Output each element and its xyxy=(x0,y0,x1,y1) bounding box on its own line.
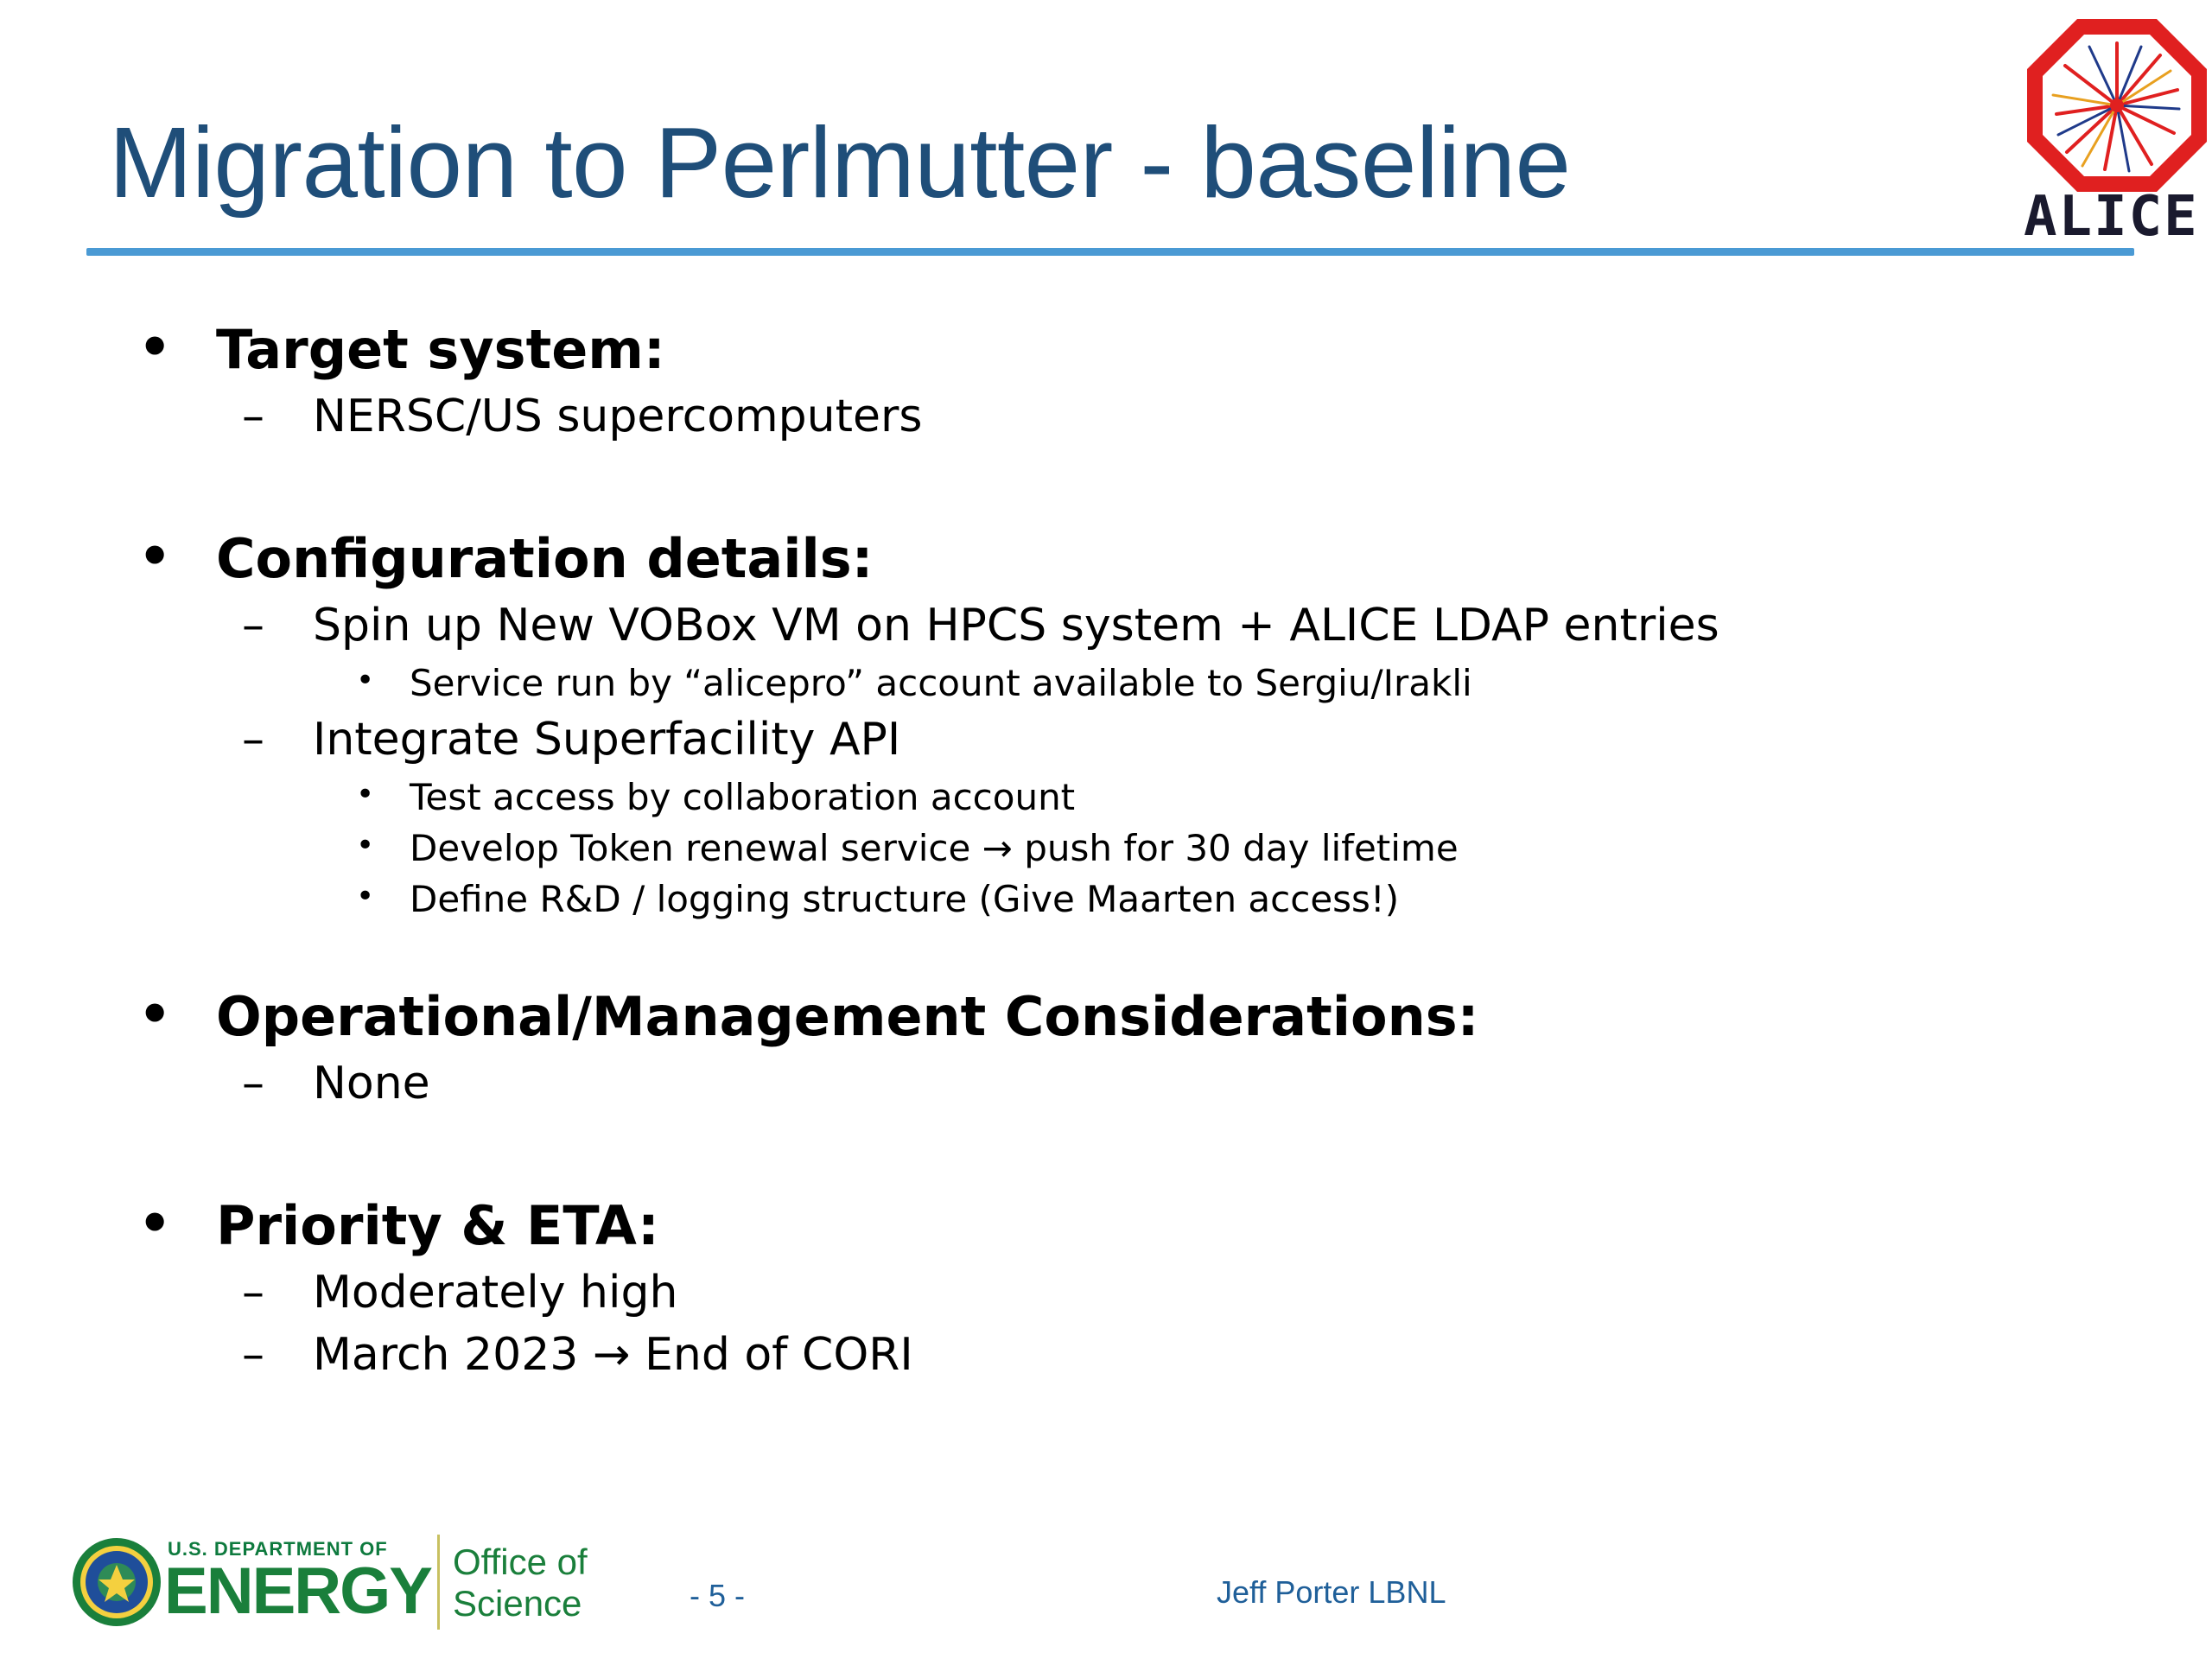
doe-energy-wordmark: ENERGY xyxy=(164,1554,431,1628)
sub-list-item xyxy=(356,776,1076,818)
sub-bullet-marker: • xyxy=(356,777,375,812)
item-text: Integrate Superfacility API xyxy=(313,714,901,766)
doe-seal-icon xyxy=(71,1536,162,1628)
item-text: None xyxy=(313,1058,430,1109)
author-credit: Jeff Porter LBNL xyxy=(1217,1574,1446,1610)
sub-bullet-marker: • xyxy=(356,879,375,914)
sub-item-text: Define R&D / logging structure (Give Maarten access!) xyxy=(410,878,1400,920)
list-item xyxy=(242,391,923,442)
list-item xyxy=(242,1267,678,1319)
logo-divider xyxy=(437,1535,440,1630)
bullet-marker: • xyxy=(138,526,172,587)
section-heading xyxy=(138,526,874,590)
dash-marker: – xyxy=(242,391,264,442)
doe-department-label: U.S. DEPARTMENT OF xyxy=(168,1538,388,1560)
dash-marker: – xyxy=(242,600,264,652)
item-text: Spin up New VOBox VM on HPCS system + ALICE LDAP entries xyxy=(313,600,1719,652)
sub-item-text: Service run by “alicepro” account available to Sergiu/Irakli xyxy=(410,662,1472,704)
list-item xyxy=(242,600,1719,652)
sub-bullet-marker: • xyxy=(356,663,375,698)
bullet-marker: • xyxy=(138,984,172,1045)
dash-marker: – xyxy=(242,714,264,766)
heading-text: Configuration details: xyxy=(216,527,874,590)
item-text: NERSC/US supercomputers xyxy=(313,391,923,442)
page-number: - 5 - xyxy=(690,1578,746,1613)
dash-marker: – xyxy=(242,1329,264,1381)
sub-list-item xyxy=(356,827,1459,869)
sub-item-text: Test access by collaboration account xyxy=(410,776,1076,818)
item-text: Moderately high xyxy=(313,1267,678,1319)
list-item xyxy=(242,1329,913,1381)
sub-list-item xyxy=(356,662,1472,704)
bullet-marker: • xyxy=(138,317,172,378)
doe-office-of-science-logo xyxy=(71,1529,598,1633)
alice-logo-text: ALICE xyxy=(2024,185,2199,249)
bullet-marker: • xyxy=(138,1193,172,1254)
dash-marker: – xyxy=(242,1058,264,1109)
section-heading xyxy=(138,317,665,381)
slide-title: Migration to Perlmutter - baseline xyxy=(109,106,1571,219)
dash-marker: – xyxy=(242,1267,264,1319)
heading-text: Operational/Management Considerations: xyxy=(216,985,1479,1048)
section-heading xyxy=(138,984,1479,1048)
heading-text: Target system: xyxy=(216,318,665,381)
sub-list-item xyxy=(356,878,1400,920)
sub-bullet-marker: • xyxy=(356,828,375,863)
office-of-science-label xyxy=(453,1541,588,1625)
sub-item-text: Develop Token renewal service → push for 30 day lifetime xyxy=(410,827,1459,869)
list-item xyxy=(242,714,901,766)
section-heading xyxy=(138,1193,659,1257)
item-text: March 2023 → End of CORI xyxy=(313,1329,913,1381)
heading-text: Priority & ETA: xyxy=(216,1194,659,1257)
list-item xyxy=(242,1058,430,1109)
office-line-2: Science xyxy=(453,1583,582,1624)
office-line-1: Office of xyxy=(453,1541,588,1582)
